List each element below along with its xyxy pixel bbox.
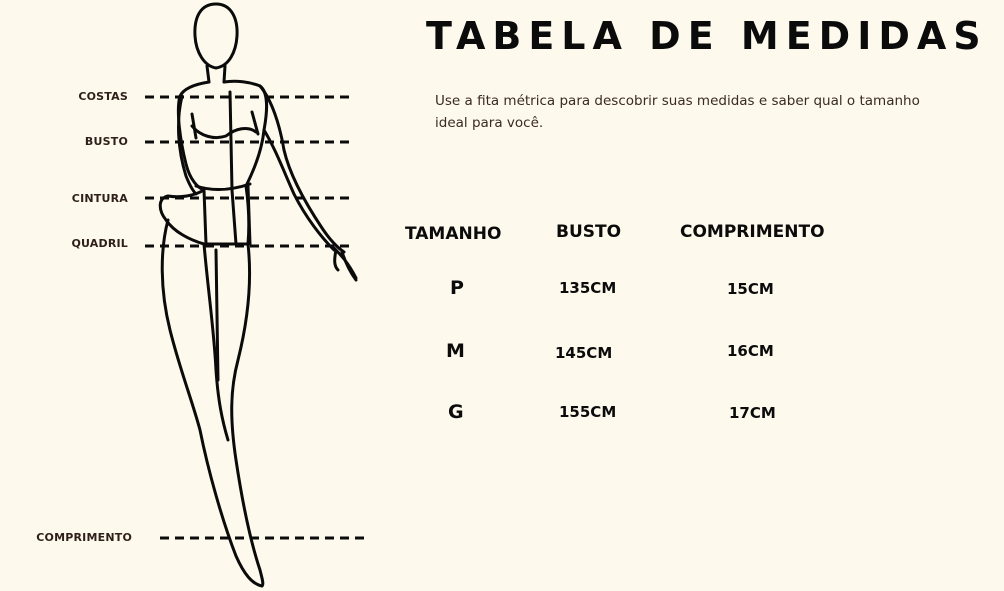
page-title: TABELA DE MEDIDAS — [426, 14, 988, 58]
label-busto: BUSTO — [84, 135, 128, 148]
header-comprimento: COMPRIMENTO — [680, 222, 825, 242]
table-cell-busto: 155CM — [559, 403, 617, 421]
label-cintura: CINTURA — [71, 192, 128, 205]
header-busto: BUSTO — [556, 222, 622, 242]
table-cell-size: M — [446, 340, 465, 362]
table-cell-busto: 135CM — [559, 279, 617, 297]
table-cell-comprimento: 17CM — [729, 404, 776, 422]
intro-text: Use a fita métrica para descobrir suas medidas e saber qual o tamanho ideal para você. — [435, 93, 920, 131]
figure-left-leg — [162, 220, 262, 586]
table-cell-size: P — [450, 277, 464, 299]
figure-torso — [160, 81, 266, 244]
table-cell-busto: 145CM — [555, 344, 613, 362]
table-cell-comprimento: 16CM — [727, 342, 774, 360]
figure-right-arm — [260, 86, 344, 252]
figure-head — [195, 4, 237, 68]
figure-bust — [192, 126, 256, 138]
header-tamanho: TAMANHO — [405, 224, 502, 244]
table-cell-comprimento: 15CM — [727, 280, 774, 298]
table-cell-size: G — [448, 401, 464, 423]
label-comprimento: COMPRIMENTO — [36, 531, 132, 544]
label-quadril: QUADRIL — [71, 237, 128, 250]
figure-right-leg — [232, 244, 263, 586]
label-costas: COSTAS — [78, 90, 128, 103]
